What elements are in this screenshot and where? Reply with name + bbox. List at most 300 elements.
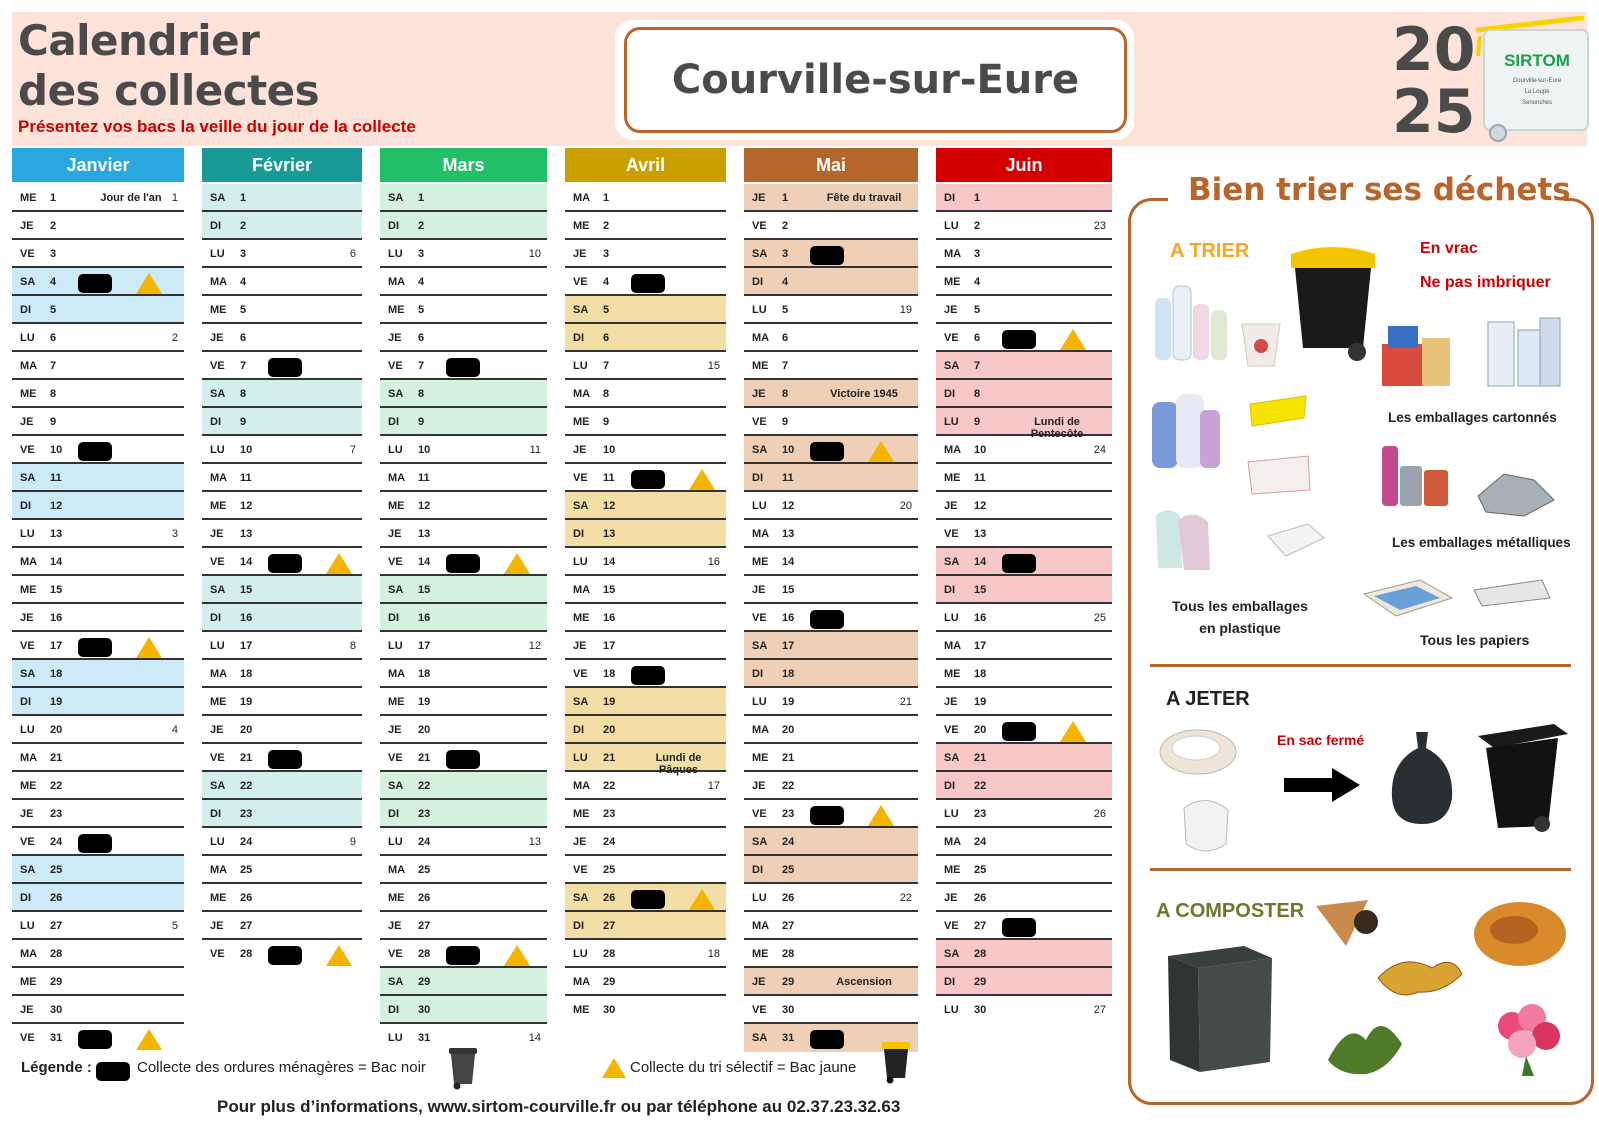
- day-abbrev: VE: [752, 220, 767, 232]
- legend-title: Légende :: [21, 1059, 92, 1076]
- day-number: 27: [974, 920, 987, 932]
- day-row: [380, 436, 547, 464]
- week-number: 19: [899, 304, 912, 316]
- black-bin-marker: [446, 946, 480, 965]
- sac-ferme-note: En sac fermé: [1277, 732, 1365, 748]
- day-abbrev: VE: [752, 1004, 767, 1016]
- day-row: [380, 744, 547, 772]
- logo-line-1: Courville-sur-Eure: [1512, 78, 1562, 84]
- day-row: [565, 912, 726, 940]
- week-number: 12: [528, 640, 541, 652]
- plastique-label: [1170, 598, 1310, 636]
- day-row: [202, 436, 362, 464]
- day-row: [565, 380, 726, 408]
- day-abbrev: VE: [944, 920, 959, 932]
- day-abbrev: SA: [944, 360, 960, 372]
- day-abbrev: ME: [573, 612, 590, 624]
- day-abbrev: JE: [20, 808, 34, 820]
- day-row: [380, 408, 547, 436]
- black-bin-marker: [78, 834, 112, 853]
- day-abbrev: LU: [944, 612, 959, 624]
- day-row: [565, 184, 726, 212]
- day-row: [380, 800, 547, 828]
- day-abbrev: LU: [944, 416, 959, 428]
- day-row: [202, 744, 362, 772]
- day-abbrev: JE: [388, 724, 402, 736]
- day-row: [744, 520, 918, 548]
- divider-trier-jeter: [1150, 664, 1571, 667]
- day-row: [744, 184, 918, 212]
- day-row: [565, 240, 726, 268]
- day-number: 7: [50, 360, 57, 372]
- day-abbrev: DI: [573, 724, 584, 736]
- day-abbrev: SA: [388, 976, 404, 988]
- day-abbrev: ME: [944, 864, 961, 876]
- day-row: [12, 828, 184, 856]
- day-row: [565, 772, 726, 800]
- day-number: 2: [782, 220, 789, 232]
- day-number: 19: [782, 696, 795, 708]
- section-a-jeter: A JETER: [1166, 688, 1250, 710]
- day-abbrev: DI: [388, 220, 399, 232]
- black-bin-marker: [631, 890, 665, 909]
- day-row: [12, 716, 184, 744]
- yellow-triangle-marker: [689, 889, 715, 910]
- day-number: 27: [240, 920, 253, 932]
- day-number: 26: [974, 892, 987, 904]
- day-row: [380, 912, 547, 940]
- day-row: [380, 688, 547, 716]
- day-row: [12, 744, 184, 772]
- day-abbrev: JE: [210, 724, 224, 736]
- day-number: 3: [782, 248, 789, 260]
- logo-name: SIRTOM: [1504, 51, 1570, 70]
- day-row: [202, 548, 362, 576]
- day-abbrev: MA: [210, 472, 228, 484]
- day-number: 13: [418, 528, 431, 540]
- day-number: 18: [240, 668, 253, 680]
- day-abbrev: ME: [210, 696, 227, 708]
- day-row: [744, 856, 918, 884]
- day-number: 11: [50, 472, 62, 484]
- day-row: [744, 212, 918, 240]
- plastic-bottles-icon: [1147, 276, 1237, 366]
- day-number: 2: [974, 220, 981, 232]
- yellow-triangle-marker: [868, 805, 894, 826]
- logo-line-3: Senonches: [1521, 100, 1553, 106]
- day-abbrev: VE: [388, 360, 403, 372]
- day-row: [744, 716, 918, 744]
- holiday-label: Victoire 1945: [830, 388, 898, 400]
- newspapers-icon: [1470, 576, 1554, 610]
- day-number: 3: [418, 248, 425, 260]
- day-number: 24: [974, 836, 987, 848]
- coffee-filter-icon: [1312, 896, 1386, 950]
- day-abbrev: ME: [20, 976, 37, 988]
- day-row: [565, 576, 726, 604]
- day-abbrev: ME: [944, 668, 961, 680]
- black-bin-marker: [810, 442, 844, 461]
- banana-peel-icon: [1372, 944, 1468, 1008]
- day-number: 26: [603, 892, 616, 904]
- day-number: 4: [418, 276, 425, 288]
- yellow-triangle-marker: [868, 441, 894, 462]
- day-abbrev: VE: [752, 416, 767, 428]
- black-bin-marker: [631, 470, 665, 489]
- day-number: 25: [50, 864, 63, 876]
- day-row: [565, 436, 726, 464]
- day-row: [744, 800, 918, 828]
- day-row: [380, 884, 547, 912]
- day-number: 27: [50, 920, 63, 932]
- day-abbrev: MA: [573, 976, 591, 988]
- day-number: 12: [50, 500, 63, 512]
- day-number: 21: [240, 752, 253, 764]
- day-row: [202, 912, 362, 940]
- day-row: [380, 492, 547, 520]
- day-number: 11: [418, 472, 430, 484]
- month-juin: [936, 148, 1112, 1024]
- day-row: [744, 604, 918, 632]
- day-number: 18: [782, 668, 795, 680]
- day-row: [744, 660, 918, 688]
- day-abbrev: SA: [20, 472, 36, 484]
- day-abbrev: VE: [944, 332, 959, 344]
- day-abbrev: ME: [388, 500, 405, 512]
- day-number: 10: [418, 444, 431, 456]
- day-row: [12, 940, 184, 968]
- day-abbrev: VE: [752, 808, 767, 820]
- day-row: [936, 828, 1112, 856]
- day-number: 23: [603, 808, 616, 820]
- day-number: 24: [603, 836, 616, 848]
- day-number: 15: [782, 584, 795, 596]
- day-number: 30: [50, 1004, 63, 1016]
- day-number: 29: [974, 976, 987, 988]
- day-abbrev: JE: [752, 976, 766, 988]
- day-number: 21: [418, 752, 431, 764]
- day-abbrev: JE: [752, 780, 766, 792]
- day-abbrev: VE: [210, 556, 225, 568]
- day-abbrev: SA: [20, 864, 36, 876]
- day-row: [12, 240, 184, 268]
- day-row: [936, 408, 1112, 440]
- day-number: 27: [418, 920, 431, 932]
- papiers-label: Tous les papiers: [1420, 632, 1530, 648]
- day-number: 16: [50, 612, 63, 624]
- day-row: [744, 772, 918, 800]
- day-number: 12: [974, 500, 987, 512]
- day-number: 26: [782, 892, 795, 904]
- legend-yellow-bin: Collecte du tri sélectif = Bac jaune: [630, 1059, 857, 1076]
- day-row: [565, 604, 726, 632]
- day-row: [202, 800, 362, 828]
- compost-bin-icon: [1160, 942, 1278, 1078]
- day-row: [12, 296, 184, 324]
- day-number: 14: [418, 556, 431, 568]
- day-abbrev: SA: [388, 584, 404, 596]
- day-abbrev: LU: [573, 556, 588, 568]
- day-number: 7: [782, 360, 789, 372]
- day-abbrev: MA: [944, 640, 962, 652]
- day-row: [936, 492, 1112, 520]
- day-row: [12, 688, 184, 716]
- black-bin-icon: [1474, 722, 1572, 834]
- day-number: 6: [50, 332, 57, 344]
- day-abbrev: LU: [20, 920, 35, 932]
- day-abbrev: ME: [944, 276, 961, 288]
- day-row: [744, 492, 918, 520]
- day-abbrev: DI: [752, 668, 763, 680]
- day-row: [380, 772, 547, 800]
- day-row: [565, 996, 726, 1024]
- day-row: [12, 772, 184, 800]
- day-number: 1: [50, 192, 57, 204]
- day-number: 28: [603, 948, 616, 960]
- day-row: [12, 884, 184, 912]
- day-abbrev: DI: [944, 192, 955, 204]
- day-number: 22: [50, 780, 63, 792]
- day-number: 6: [418, 332, 425, 344]
- day-abbrev: JE: [573, 836, 587, 848]
- day-abbrev: VE: [388, 752, 403, 764]
- day-row: [565, 520, 726, 548]
- day-row: [202, 520, 362, 548]
- day-abbrev: MA: [573, 388, 591, 400]
- day-row: [202, 492, 362, 520]
- day-number: 6: [782, 332, 789, 344]
- day-abbrev: ME: [573, 416, 590, 428]
- day-abbrev: VE: [573, 668, 588, 680]
- day-number: 21: [50, 752, 63, 764]
- day-row: [744, 968, 918, 996]
- day-row: [202, 212, 362, 240]
- black-bin-marker: [810, 246, 844, 265]
- day-number: 2: [418, 220, 425, 232]
- day-row: [565, 744, 726, 776]
- day-abbrev: JE: [944, 892, 958, 904]
- week-number: 22: [899, 892, 912, 904]
- day-abbrev: SA: [573, 892, 589, 904]
- day-abbrev: JE: [944, 304, 958, 316]
- day-row: [202, 324, 362, 352]
- yellow-triangle-marker: [326, 945, 352, 966]
- black-bin-marker: [810, 610, 844, 629]
- yellow-triangle-marker: [136, 1029, 162, 1050]
- day-abbrev: VE: [752, 612, 767, 624]
- day-abbrev: DI: [944, 584, 955, 596]
- plastic-tray-icon: [1246, 392, 1310, 432]
- month-header: Février: [202, 148, 362, 182]
- day-row: [565, 464, 726, 492]
- month-header: Mai: [744, 148, 918, 182]
- day-row: [565, 828, 726, 856]
- day-abbrev: SA: [752, 640, 768, 652]
- black-bin-marker: [78, 274, 112, 293]
- day-number: 19: [240, 696, 253, 708]
- day-abbrev: JE: [388, 528, 402, 540]
- day-number: 19: [50, 696, 63, 708]
- day-abbrev: VE: [944, 528, 959, 540]
- day-row: [12, 408, 184, 436]
- day-number: 4: [974, 276, 981, 288]
- black-bin-marker: [810, 806, 844, 825]
- day-row: [744, 436, 918, 464]
- day-row: [202, 716, 362, 744]
- day-number: 6: [974, 332, 981, 344]
- day-number: 22: [240, 780, 253, 792]
- day-row: [936, 632, 1112, 660]
- day-abbrev: MA: [20, 556, 38, 568]
- day-abbrev: LU: [210, 836, 225, 848]
- day-row: [380, 856, 547, 884]
- day-row: [744, 240, 918, 268]
- day-abbrev: JE: [944, 696, 958, 708]
- day-number: 6: [603, 332, 610, 344]
- day-number: 20: [50, 724, 63, 736]
- day-number: 3: [50, 248, 57, 260]
- day-number: 8: [782, 388, 789, 400]
- day-row: [12, 212, 184, 240]
- day-abbrev: SA: [944, 752, 960, 764]
- day-abbrev: ME: [573, 220, 590, 232]
- day-abbrev: VE: [573, 276, 588, 288]
- milk-cartons-icon: [1482, 312, 1564, 392]
- day-number: 17: [50, 640, 63, 652]
- day-row: [202, 688, 362, 716]
- day-abbrev: SA: [210, 780, 226, 792]
- crushed-cans-icon: [1474, 466, 1558, 520]
- day-abbrev: MA: [944, 248, 962, 260]
- day-abbrev: JE: [20, 416, 34, 428]
- day-row: [202, 240, 362, 268]
- day-abbrev: VE: [20, 248, 35, 260]
- day-number: 29: [50, 976, 63, 988]
- day-row: [936, 380, 1112, 408]
- cardboard-boxes-icon: [1378, 316, 1456, 392]
- day-abbrev: MA: [388, 472, 406, 484]
- sirtom-logo: [1474, 16, 1590, 144]
- day-row: [202, 408, 362, 436]
- day-row: [380, 380, 547, 408]
- day-abbrev: JE: [20, 220, 34, 232]
- day-abbrev: VE: [388, 556, 403, 568]
- day-abbrev: LU: [20, 724, 35, 736]
- day-abbrev: MA: [388, 668, 406, 680]
- day-row: [936, 604, 1112, 632]
- day-abbrev: VE: [20, 640, 35, 652]
- day-number: 25: [240, 864, 253, 876]
- day-row: [12, 464, 184, 492]
- day-number: 12: [418, 500, 431, 512]
- day-abbrev: DI: [20, 304, 31, 316]
- day-number: 5: [782, 304, 789, 316]
- day-row: [202, 660, 362, 688]
- week-number: 20: [899, 500, 912, 512]
- day-number: 16: [782, 612, 795, 624]
- day-row: [744, 884, 918, 912]
- day-number: 13: [974, 528, 987, 540]
- day-row: [936, 688, 1112, 716]
- day-abbrev: MA: [20, 752, 38, 764]
- plastique-label-line2: en plastique: [1199, 620, 1281, 636]
- day-abbrev: SA: [20, 276, 36, 288]
- day-row: [936, 576, 1112, 604]
- day-abbrev: ME: [573, 1004, 590, 1016]
- day-row: [12, 1024, 184, 1052]
- day-number: 19: [418, 696, 431, 708]
- day-row: [202, 380, 362, 408]
- day-row: [380, 548, 547, 576]
- day-number: 11: [974, 472, 986, 484]
- week-number: 21: [899, 696, 912, 708]
- black-bin-marker: [268, 750, 302, 769]
- day-abbrev: DI: [573, 920, 584, 932]
- day-number: 31: [782, 1032, 795, 1044]
- day-number: 28: [418, 948, 431, 960]
- day-abbrev: VE: [944, 724, 959, 736]
- day-abbrev: JE: [20, 612, 34, 624]
- day-number: 1: [603, 192, 610, 204]
- day-row: [744, 940, 918, 968]
- day-number: 24: [782, 836, 795, 848]
- day-row: [744, 912, 918, 940]
- magazines-icon: [1360, 574, 1456, 622]
- day-row: [202, 828, 362, 856]
- day-row: [12, 492, 184, 520]
- day-row: [12, 660, 184, 688]
- day-number: 22: [974, 780, 987, 792]
- black-bin-marker: [446, 554, 480, 573]
- day-number: 23: [240, 808, 253, 820]
- day-number: 20: [418, 724, 431, 736]
- holiday-label: Lundi de Pâques: [655, 752, 702, 776]
- day-row: [202, 604, 362, 632]
- week-number: 5: [171, 920, 178, 932]
- day-abbrev: DI: [20, 696, 31, 708]
- day-abbrev: DI: [210, 808, 221, 820]
- day-number: 13: [240, 528, 253, 540]
- day-number: 19: [974, 696, 987, 708]
- day-abbrev: DI: [388, 416, 399, 428]
- day-number: 1: [974, 192, 981, 204]
- day-abbrev: DI: [752, 472, 763, 484]
- day-number: 26: [50, 892, 63, 904]
- day-row: [565, 352, 726, 380]
- day-number: 25: [974, 864, 987, 876]
- day-row: [936, 940, 1112, 968]
- day-abbrev: LU: [388, 1032, 403, 1044]
- day-number: 15: [603, 584, 616, 596]
- day-row: [936, 716, 1112, 744]
- week-number: 24: [1093, 444, 1106, 456]
- flower-bouquet-icon: [1486, 996, 1570, 1078]
- day-row: [565, 660, 726, 688]
- day-number: 2: [240, 220, 247, 232]
- day-abbrev: MA: [752, 332, 770, 344]
- day-abbrev: LU: [573, 948, 588, 960]
- day-abbrev: DI: [752, 864, 763, 876]
- day-row: [565, 716, 726, 744]
- yellow-triangle-marker: [1060, 721, 1086, 742]
- day-number: 21: [974, 752, 987, 764]
- week-number: 8: [349, 640, 356, 652]
- day-abbrev: JE: [752, 584, 766, 596]
- day-number: 18: [603, 668, 616, 680]
- yogurt-pot-icon: [1238, 318, 1284, 370]
- day-number: 25: [603, 864, 616, 876]
- day-row: [380, 464, 547, 492]
